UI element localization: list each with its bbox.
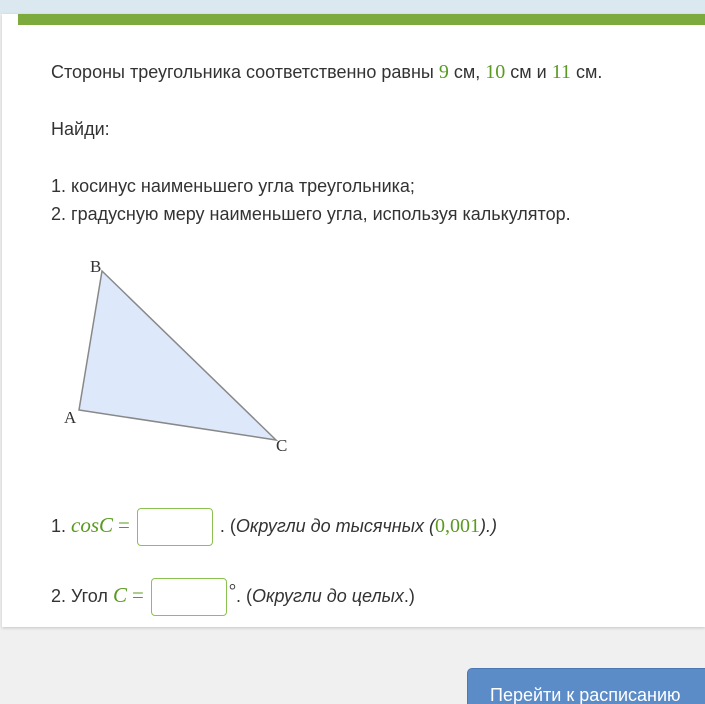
answer-row-1: [51, 508, 497, 546]
side-a-value: 9: [438, 61, 449, 83]
vertex-label-b: B: [90, 257, 102, 276]
go-to-schedule-button[interactable]: Перейти к расписанию: [467, 668, 705, 704]
task-1: 1. косинус наименьшего угла треугольника;: [51, 176, 415, 196]
q1-hint: Округли до тысячных (: [235, 515, 435, 536]
angle-c-answer-input[interactable]: [151, 578, 227, 616]
cos-c-answer-input[interactable]: [137, 508, 213, 546]
unit-3: см.: [576, 62, 603, 82]
top-strip: [0, 0, 705, 14]
q2-hint-suffix: .): [403, 585, 415, 606]
answer-row-2: [51, 578, 415, 616]
q2-prefix: 2. Угол: [51, 585, 108, 606]
side-b-value: 10: [485, 61, 506, 83]
side-c-value: 11: [551, 61, 571, 83]
statement-prefix: Стороны треугольника соответственно равны: [51, 62, 434, 82]
q1-hint-prefix: . (: [219, 515, 236, 536]
problem-statement: [51, 61, 602, 83]
find-label: Найди:: [51, 119, 110, 139]
q1-equals: =: [118, 512, 130, 537]
q2-equals: =: [131, 582, 144, 607]
q2-hint-prefix: . (: [236, 585, 253, 606]
q2-hint: Округли до целых: [252, 585, 404, 606]
q1-hint-value: 0,001: [434, 514, 480, 537]
vertex-label-a: A: [64, 408, 77, 427]
task-2: 2. градусную меру наименьшего угла, используя калькулятор.: [51, 204, 571, 224]
q2-variable: C: [112, 582, 127, 607]
q1-number: 1.: [51, 515, 67, 536]
degree-symbol: °: [228, 579, 237, 600]
q1-hint-suffix: ).): [479, 515, 497, 536]
card-accent-bar: [18, 14, 705, 25]
unit-1: см,: [453, 62, 481, 82]
vertex-label-c: C: [276, 436, 288, 455]
triangle-figure: [55, 250, 305, 460]
unit-2: см и: [510, 62, 547, 82]
q1-expression: cosC: [71, 512, 114, 537]
triangle-shape: [79, 271, 276, 440]
